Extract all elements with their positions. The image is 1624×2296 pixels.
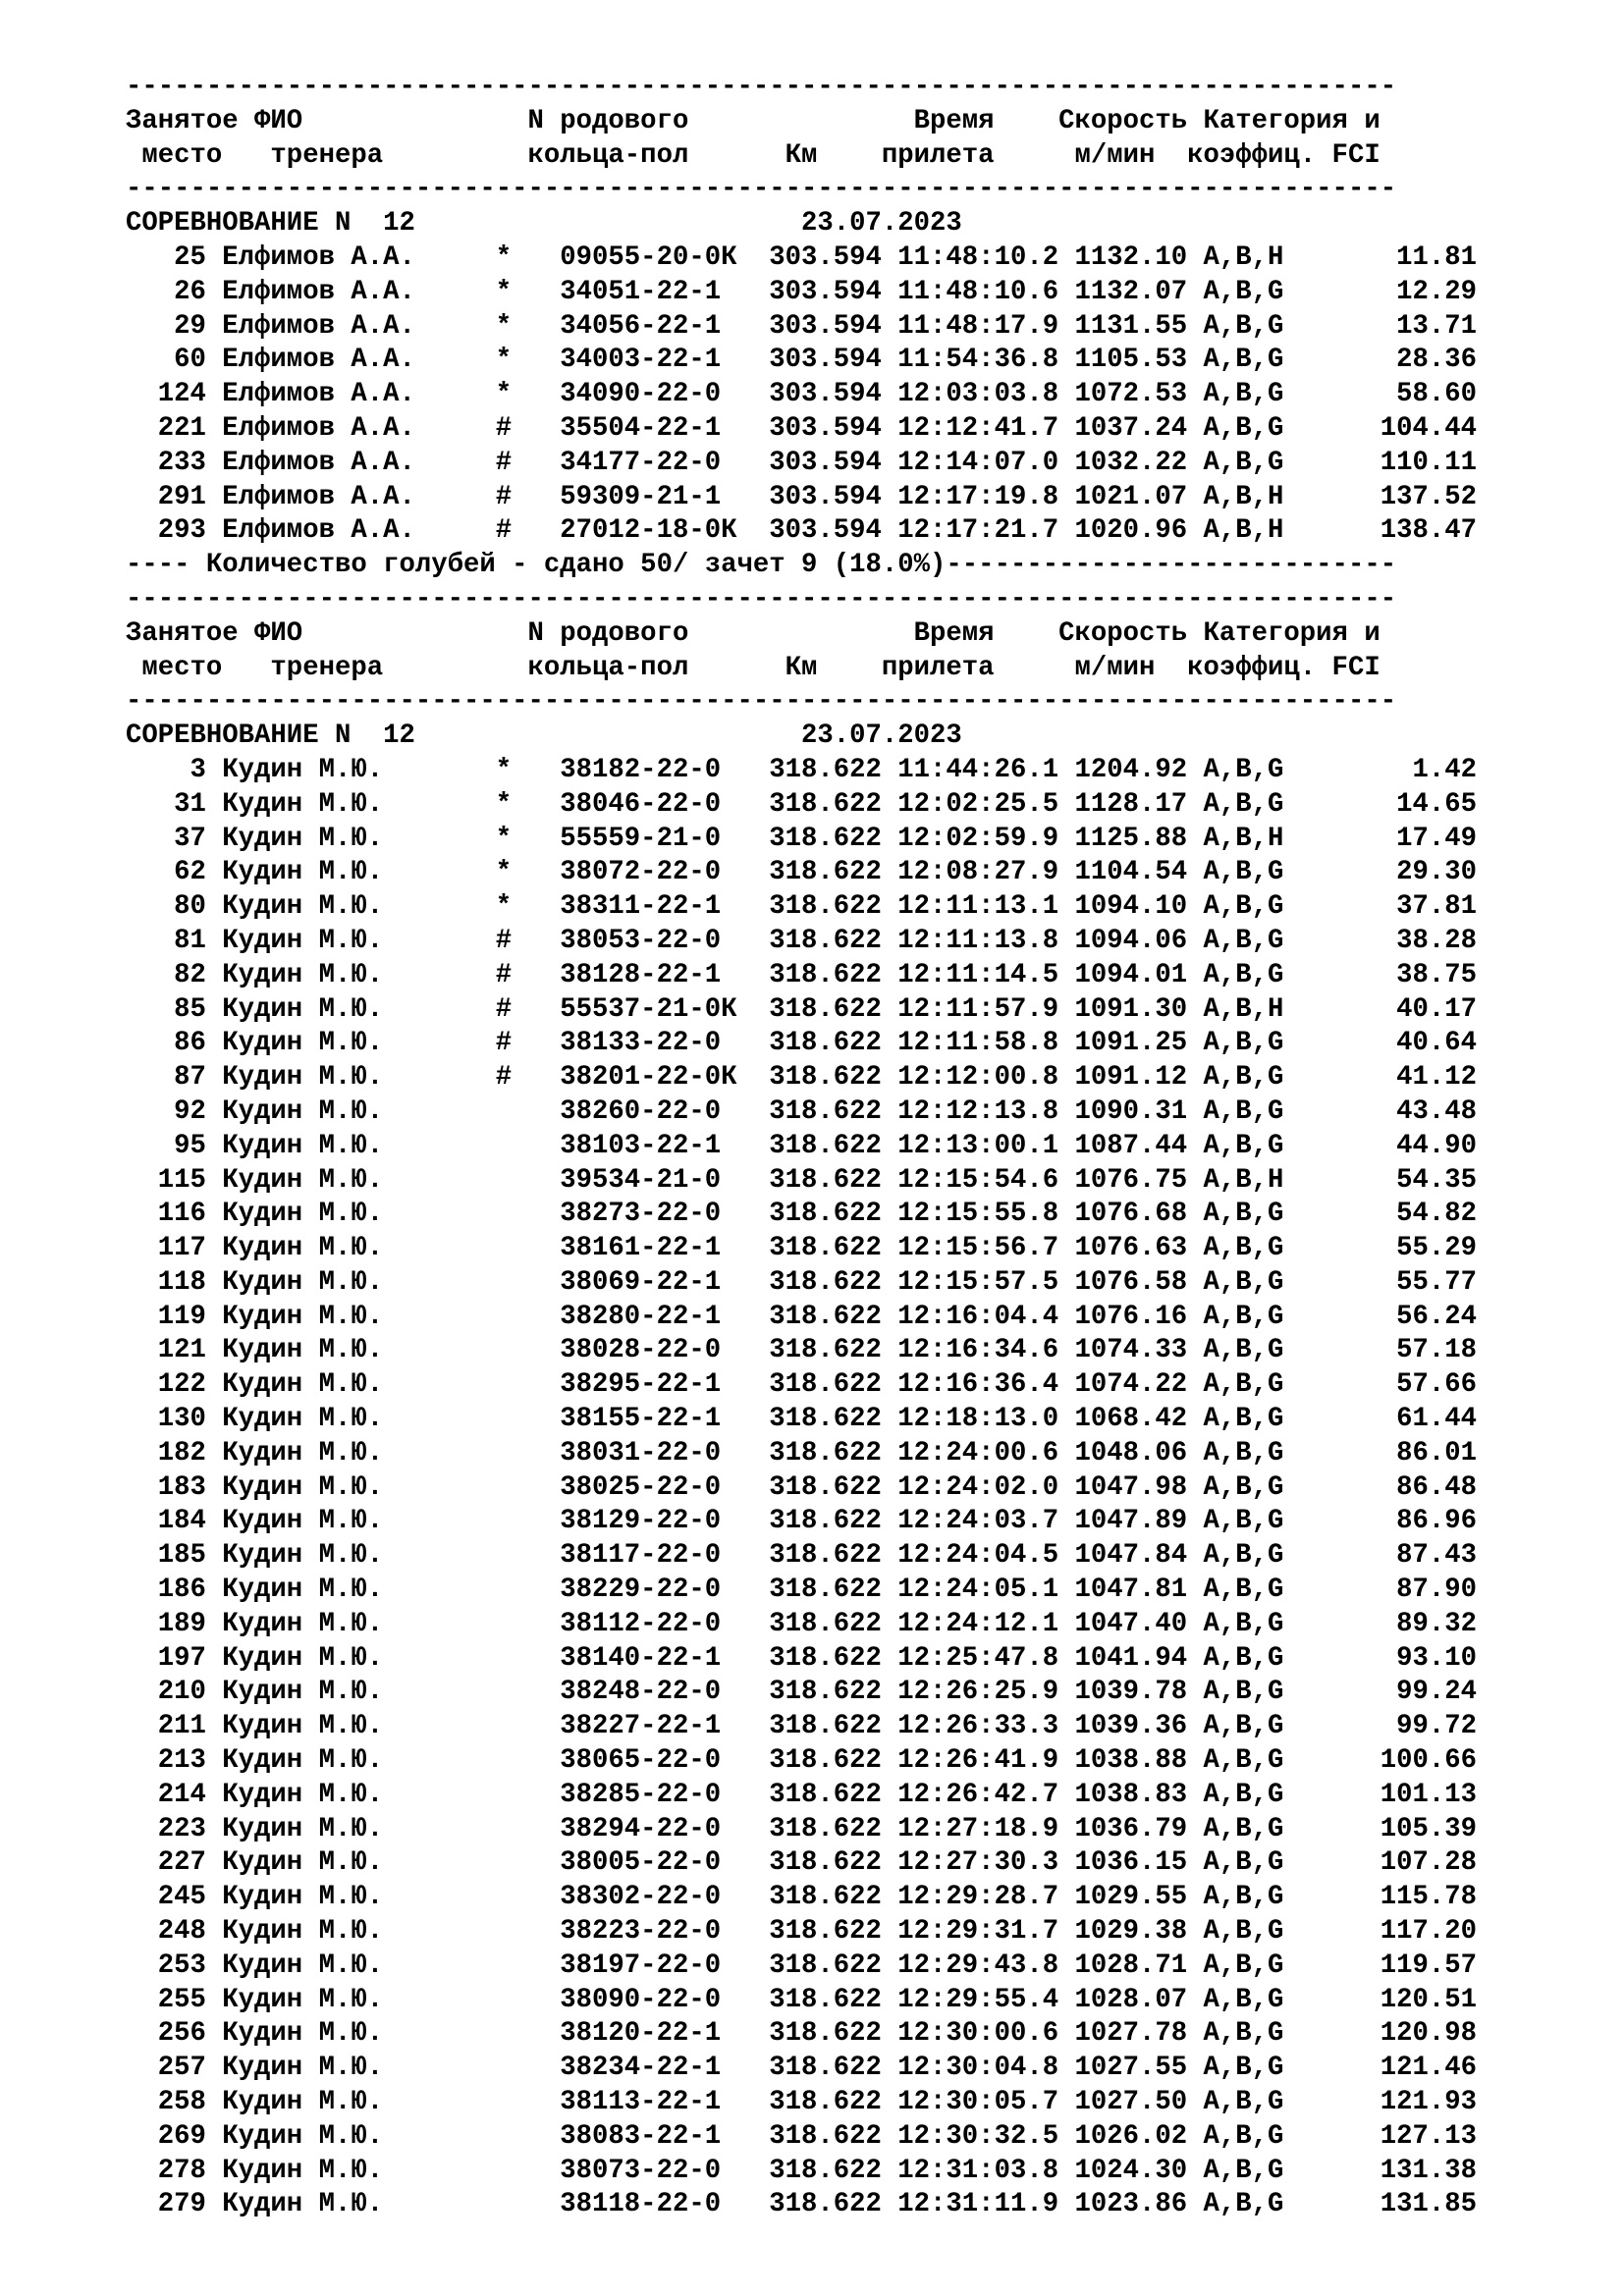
result-row: 29 Елфимов А.А. * 34056-22-1 303.594 11:48:17.9 1131.55 A,B,G 13.71 xyxy=(126,310,1477,342)
result-row: 189 Кудин М.Ю. 38112-22-0 318.622 12:24:12.1 1047.40 A,B,G 89.32 xyxy=(126,1608,1477,1639)
result-row: 95 Кудин М.Ю. 38103-22-1 318.622 12:13:00.1 1087.44 A,B,G 44.90 xyxy=(126,1130,1477,1161)
result-row: 186 Кудин М.Ю. 38229-22-0 318.622 12:24:05.1 1047.81 A,B,G 87.90 xyxy=(126,1575,1477,1606)
result-row: 124 Елфимов А.А. * 34090-22-0 303.594 12:03:03.8 1072.53 A,B,G 58.60 xyxy=(126,379,1477,410)
result-row: 253 Кудин М.Ю. 38197-22-0 318.622 12:29:43.8 1028.71 A,B,G 119.57 xyxy=(126,1949,1477,1981)
column-header-line-1: Занятое ФИО N родового Время Скорость Категория и xyxy=(126,105,1380,136)
result-row: 92 Кудин М.Ю. 38260-22-0 318.622 12:12:13.8 1090.31 A,B,G 43.48 xyxy=(126,1095,1477,1127)
result-row: 233 Елфимов А.А. # 34177-22-0 303.594 12:14:07.0 1032.22 A,B,G 110.11 xyxy=(126,447,1477,478)
result-row: 256 Кудин М.Ю. 38120-22-1 318.622 12:30:00.6 1027.78 A,B,G 120.98 xyxy=(126,2018,1477,2050)
result-row: 291 Елфимов А.А. # 59309-21-1 303.594 12:17:19.8 1021.07 A,B,H 137.52 xyxy=(126,481,1477,512)
column-header-line-1: Занятое ФИО N родового Время Скорость Категория и xyxy=(126,617,1380,649)
result-row: 80 Кудин М.Ю. * 38311-22-1 318.622 12:11:13.1 1094.10 A,B,G 37.81 xyxy=(126,891,1477,923)
result-row: 255 Кудин М.Ю. 38090-22-0 318.622 12:29:55.4 1028.07 A,B,G 120.51 xyxy=(126,1984,1477,2015)
result-row: 182 Кудин М.Ю. 38031-22-0 318.622 12:24:00.6 1048.06 A,B,G 86.01 xyxy=(126,1437,1477,1468)
result-row: 85 Кудин М.Ю. # 55537-21-0К 318.622 12:11:57.9 1091.30 A,B,H 40.17 xyxy=(126,993,1477,1025)
result-row: 86 Кудин М.Ю. # 38133-22-0 318.622 12:11:58.8 1091.25 A,B,G 40.64 xyxy=(126,1028,1477,1059)
result-row: 81 Кудин М.Ю. # 38053-22-0 318.622 12:11:13.8 1094.06 A,B,G 38.28 xyxy=(126,925,1477,956)
separator: ------------------------------------------------------------------------------- xyxy=(126,72,1397,102)
result-row: 227 Кудин М.Ю. 38005-22-0 318.622 12:27:30.3 1036.15 A,B,G 107.28 xyxy=(126,1847,1477,1879)
result-row: 130 Кудин М.Ю. 38155-22-1 318.622 12:18:13.0 1068.42 A,B,G 61.44 xyxy=(126,1404,1477,1435)
result-row: 279 Кудин М.Ю. 38118-22-0 318.622 12:31:11.9 1023.86 A,B,G 131.85 xyxy=(126,2189,1477,2220)
section-summary: ---- Количество голубей - сдано 50/ зачет 9 (18.0%)---------------------------- xyxy=(126,550,1397,581)
column-header-line-2: место тренера кольца-пол Км прилета м/мин коэффиц. FCI xyxy=(126,139,1380,171)
result-row: 122 Кудин М.Ю. 38295-22-1 318.622 12:16:36.4 1074.22 A,B,G 57.66 xyxy=(126,1369,1477,1401)
separator: ------------------------------------------------------------------------------- xyxy=(126,583,1397,614)
separator: ------------------------------------------------------------------------------- xyxy=(126,686,1397,718)
results-report xyxy=(126,71,1598,2222)
result-row: 269 Кудин М.Ю. 38083-22-1 318.622 12:30:32.5 1026.02 A,B,G 127.13 xyxy=(126,2120,1477,2152)
result-row: 257 Кудин М.Ю. 38234-22-1 318.622 12:30:04.8 1027.55 A,B,G 121.46 xyxy=(126,2053,1477,2084)
result-row: 3 Кудин М.Ю. * 38182-22-0 318.622 11:44:26.1 1204.92 A,B,G 1.42 xyxy=(126,754,1477,785)
result-row: 60 Елфимов А.А. * 34003-22-1 303.594 11:54:36.8 1105.53 A,B,G 28.36 xyxy=(126,345,1477,376)
result-row: 82 Кудин М.Ю. # 38128-22-1 318.622 12:11:14.5 1094.01 A,B,G 38.75 xyxy=(126,959,1477,990)
result-row: 293 Елфимов А.А. # 27012-18-0К 303.594 12:17:21.7 1020.96 A,B,H 138.47 xyxy=(126,515,1477,547)
competition-heading: СОРЕВНОВАНИЕ N 12 23.07.2023 xyxy=(126,721,962,752)
result-row: 248 Кудин М.Ю. 38223-22-0 318.622 12:29:31.7 1029.38 A,B,G 117.20 xyxy=(126,1916,1477,1948)
result-row: 245 Кудин М.Ю. 38302-22-0 318.622 12:29:28.7 1029.55 A,B,G 115.78 xyxy=(126,1882,1477,1913)
result-row: 31 Кудин М.Ю. * 38046-22-0 318.622 12:02:25.5 1128.17 A,B,G 14.65 xyxy=(126,788,1477,820)
result-row: 62 Кудин М.Ю. * 38072-22-0 318.622 12:08:27.9 1104.54 A,B,G 29.30 xyxy=(126,857,1477,888)
result-row: 185 Кудин М.Ю. 38117-22-0 318.622 12:24:04.5 1047.84 A,B,G 87.43 xyxy=(126,1540,1477,1572)
result-row: 184 Кудин М.Ю. 38129-22-0 318.622 12:24:03.7 1047.89 A,B,G 86.96 xyxy=(126,1506,1477,1537)
result-row: 116 Кудин М.Ю. 38273-22-0 318.622 12:15:55.8 1076.68 A,B,G 54.82 xyxy=(126,1199,1477,1230)
result-row: 115 Кудин М.Ю. 39534-21-0 318.622 12:15:54.6 1076.75 A,B,H 54.35 xyxy=(126,1164,1477,1196)
separator: ------------------------------------------------------------------------------- xyxy=(126,174,1397,205)
result-row: 25 Елфимов А.А. * 09055-20-0К 303.594 11:48:10.2 1132.10 A,B,H 11.81 xyxy=(126,241,1477,273)
result-row: 221 Елфимов А.А. # 35504-22-1 303.594 12:12:41.7 1037.24 A,B,G 104.44 xyxy=(126,412,1477,444)
column-header-line-2: место тренера кольца-пол Км прилета м/мин коэффиц. FCI xyxy=(126,652,1380,683)
result-row: 183 Кудин М.Ю. 38025-22-0 318.622 12:24:02.0 1047.98 A,B,G 86.48 xyxy=(126,1471,1477,1503)
result-row: 197 Кудин М.Ю. 38140-22-1 318.622 12:25:47.8 1041.94 A,B,G 93.10 xyxy=(126,1642,1477,1674)
result-row: 211 Кудин М.Ю. 38227-22-1 318.622 12:26:33.3 1039.36 A,B,G 99.72 xyxy=(126,1711,1477,1742)
result-row: 258 Кудин М.Ю. 38113-22-1 318.622 12:30:05.7 1027.50 A,B,G 121.93 xyxy=(126,2087,1477,2118)
result-row: 87 Кудин М.Ю. # 38201-22-0К 318.622 12:12:00.8 1091.12 A,B,G 41.12 xyxy=(126,1062,1477,1094)
result-row: 117 Кудин М.Ю. 38161-22-1 318.622 12:15:56.7 1076.63 A,B,G 55.29 xyxy=(126,1233,1477,1264)
result-row: 278 Кудин М.Ю. 38073-22-0 318.622 12:31:03.8 1024.30 A,B,G 131.38 xyxy=(126,2155,1477,2186)
result-row: 119 Кудин М.Ю. 38280-22-1 318.622 12:16:04.4 1076.16 A,B,G 56.24 xyxy=(126,1301,1477,1332)
result-row: 121 Кудин М.Ю. 38028-22-0 318.622 12:16:34.6 1074.33 A,B,G 57.18 xyxy=(126,1335,1477,1366)
result-row: 118 Кудин М.Ю. 38069-22-1 318.622 12:15:57.5 1076.58 A,B,G 55.77 xyxy=(126,1266,1477,1298)
result-row: 26 Елфимов А.А. * 34051-22-1 303.594 11:48:10.6 1132.07 A,B,G 12.29 xyxy=(126,276,1477,307)
result-row: 223 Кудин М.Ю. 38294-22-0 318.622 12:27:18.9 1036.79 A,B,G 105.39 xyxy=(126,1813,1477,1844)
result-row: 213 Кудин М.Ю. 38065-22-0 318.622 12:26:41.9 1038.88 A,B,G 100.66 xyxy=(126,1745,1477,1777)
competition-heading: СОРЕВНОВАНИЕ N 12 23.07.2023 xyxy=(126,208,962,240)
result-row: 210 Кудин М.Ю. 38248-22-0 318.622 12:26:25.9 1039.78 A,B,G 99.24 xyxy=(126,1677,1477,1708)
result-row: 37 Кудин М.Ю. * 55559-21-0 318.622 12:02:59.9 1125.88 A,B,H 17.49 xyxy=(126,823,1477,854)
result-row: 214 Кудин М.Ю. 38285-22-0 318.622 12:26:42.7 1038.83 A,B,G 101.13 xyxy=(126,1779,1477,1810)
